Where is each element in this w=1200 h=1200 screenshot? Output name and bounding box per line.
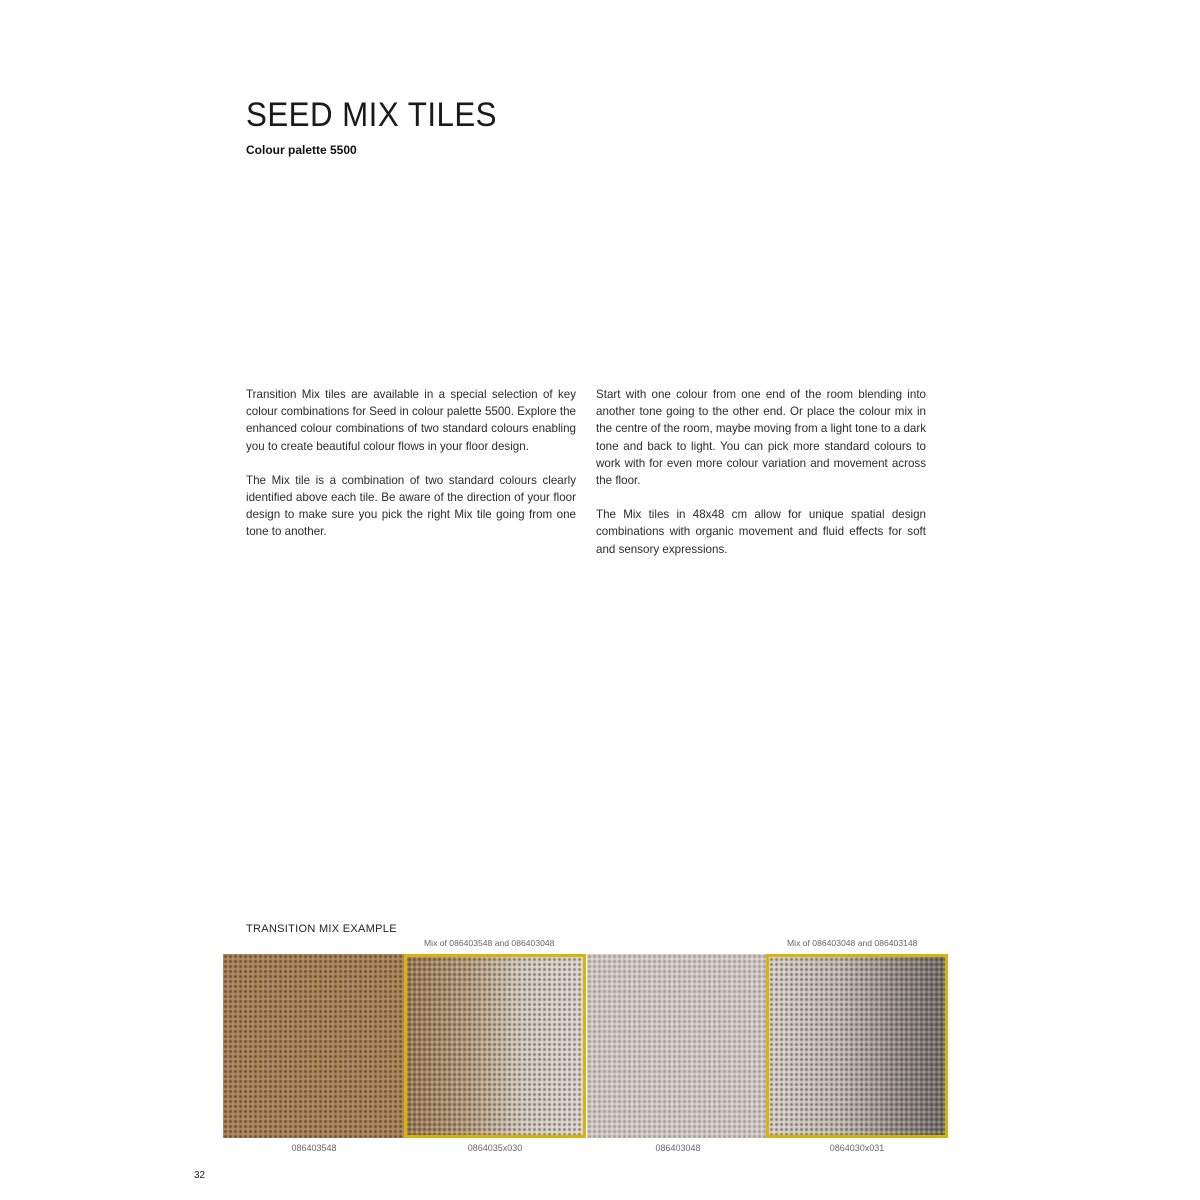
mix-caption: Mix of 086403048 and 086403148 [787, 938, 918, 948]
page-number: 32 [194, 1170, 206, 1181]
page-title: SEED MIX TILES [246, 96, 497, 134]
paragraph: The Mix tile is a combination of two standard colours clearly identified above each tile. Be aware of the direction of your floor design to make sure you pick the right Mix tile going from one tone to another. [246, 473, 576, 539]
tile-code: 086403548 [291, 1143, 337, 1153]
mix-tile-swatch [404, 954, 586, 1138]
tile-swatch [223, 954, 405, 1138]
tile-code: 086403048 [655, 1143, 701, 1153]
paragraph: The Mix tiles in 48x48 cm allow for unique spatial design combinations with organic movement and fluid effects for soft and sensory expressions. [596, 508, 926, 556]
tile-code: 0864035x030 [467, 1143, 523, 1153]
page-subtitle: Colour palette 5500 [246, 143, 357, 157]
mix-caption: Mix of 086403548 and 086403048 [424, 938, 555, 948]
tile-code: 0864030x031 [829, 1143, 885, 1153]
section-label: TRANSITION MIX EXAMPLE [246, 923, 397, 935]
mix-tile-swatch [766, 954, 948, 1138]
text-column-left [246, 386, 576, 558]
paragraph: Transition Mix tiles are available in a special selection of key colour combinations for Seed in colour palette 5500. Explore the enhanced colour combinations of two standard colours enabling you to create beautiful colour flows in your floor design. [246, 388, 576, 453]
text-column-right [596, 386, 926, 575]
paragraph: Start with one colour from one end of the room blending into another tone going to the other end. Or place the colour mix in the centre of the room, maybe moving from a light tone to a dark tone and back to light. You can pick more standard colours to work with for even more colour variation and movement across the floor. [596, 388, 926, 488]
tile-swatch [587, 954, 769, 1138]
